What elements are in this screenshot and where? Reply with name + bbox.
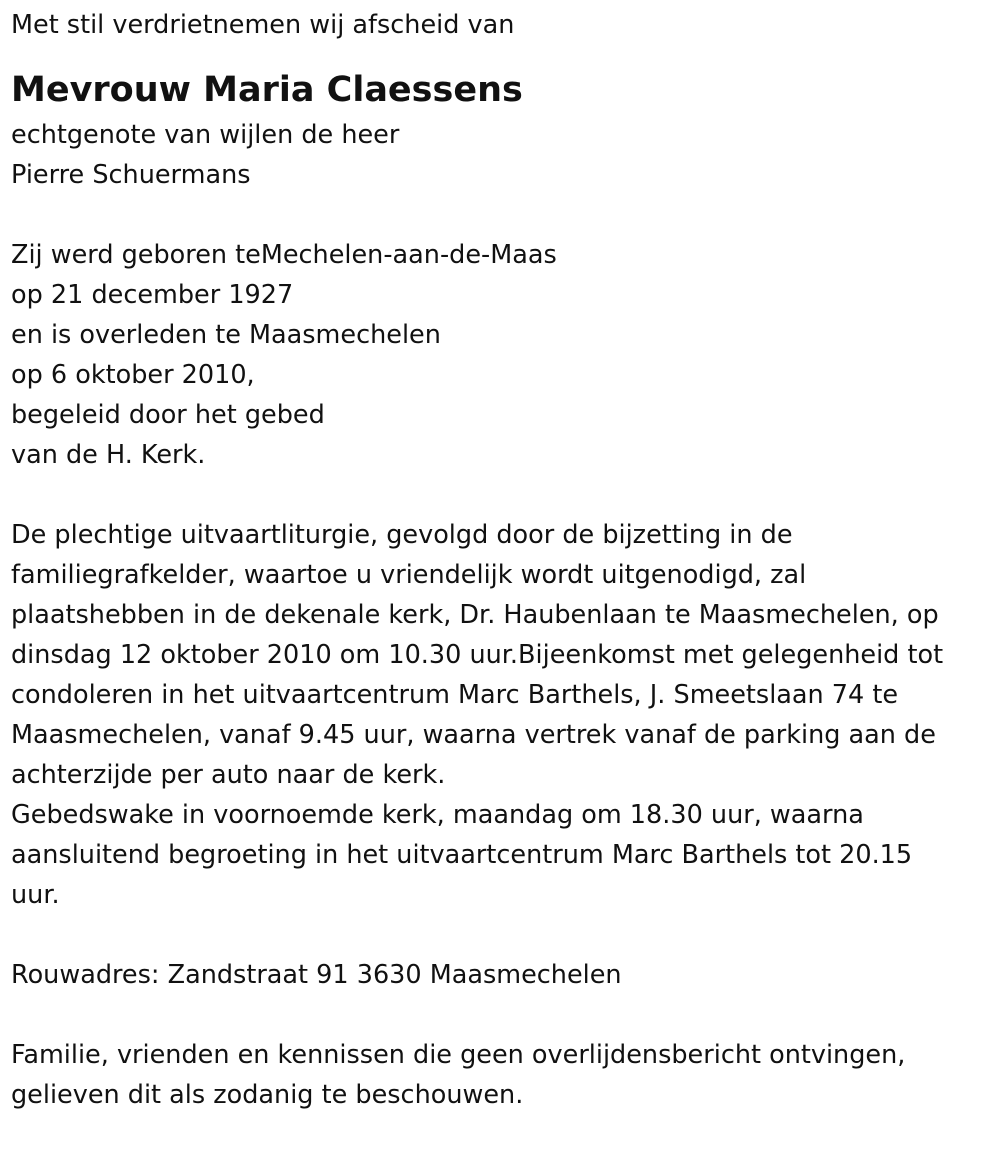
closing-line: Familie, vrienden en kennissen die geen overlijdensbericht ontvingen, — [11, 1040, 906, 1070]
mourning-address: Rouwadres: Zandstraat 91 3630 Maasmechelen — [11, 960, 622, 990]
life-detail-line: op 6 oktober 2010, — [11, 360, 255, 390]
funeral-detail-line: De plechtige uitvaartliturgie, gevolgd door de bijzetting in de — [11, 520, 793, 550]
relation-line: Pierre Schuermans — [11, 160, 251, 190]
life-detail-line: en is overleden te Maasmechelen — [11, 320, 441, 350]
funeral-detail-line: uur. — [11, 880, 60, 910]
life-detail-line: op 21 december 1927 — [11, 280, 294, 310]
closing-line: gelieven dit als zodanig te beschouwen. — [11, 1080, 524, 1110]
spacer — [11, 195, 1000, 235]
funeral-detail-line: condoleren in het uitvaartcentrum Marc Barthels, J. Smeetslaan 74 te — [11, 680, 899, 710]
spacer — [11, 995, 1000, 1035]
intro-text: Met stil verdrietnemen wij afscheid van — [11, 10, 515, 40]
relation-line: echtgenote van wijlen de heer — [11, 120, 400, 150]
funeral-detail-line: familiegrafkelder, waartoe u vriendelijk wordt uitgenodigd, zal — [11, 560, 807, 590]
funeral-detail-line: Gebedswake in voornoemde kerk, maandag om 18.30 uur, waarna — [11, 800, 864, 830]
funeral-detail-line: Maasmechelen, vanaf 9.45 uur, waarna vertrek vanaf de parking aan de — [11, 720, 936, 750]
funeral-detail-line: plaatshebben in de dekenale kerk, Dr. Haubenlaan te Maasmechelen, op — [11, 600, 939, 630]
deceased-name: Mevrouw Maria Claessens — [11, 70, 523, 110]
funeral-detail-line: aansluitend begroeting in het uitvaartcentrum Marc Barthels tot 20.15 — [11, 840, 913, 870]
spacer — [11, 915, 1000, 955]
life-detail-line: van de H. Kerk. — [11, 440, 206, 470]
life-detail-line: Zij werd geboren teMechelen-aan-de-Maas — [11, 240, 557, 270]
funeral-detail-line: achterzijde per auto naar de kerk. — [11, 760, 446, 790]
funeral-detail-line: dinsdag 12 oktober 2010 om 10.30 uur.Bijeenkomst met gelegenheid tot — [11, 640, 944, 670]
spacer — [11, 475, 1000, 515]
life-detail-line: begeleid door het gebed — [11, 400, 325, 430]
